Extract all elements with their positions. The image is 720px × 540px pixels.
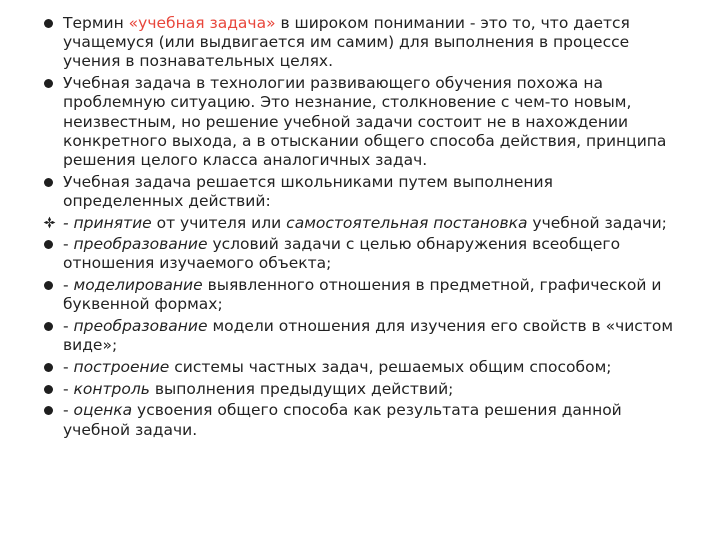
bullet-dot-icon	[44, 406, 53, 415]
list-item	[44, 358, 674, 377]
item-text: -	[63, 357, 74, 376]
italic-text: самостоятельная постановка	[286, 213, 528, 232]
list-item	[44, 380, 674, 399]
item-text: от учителя или	[151, 213, 287, 232]
italic-text: принятие	[73, 213, 152, 232]
list-item	[44, 14, 674, 72]
item-text: усвоения общего способа как результата решения данной учебной задачи.	[63, 401, 622, 439]
bullet-dot-icon	[44, 240, 53, 249]
bullet-dot-icon	[44, 363, 53, 372]
list-item	[44, 173, 674, 211]
item-text: -	[63, 276, 74, 295]
bullet-dot-icon	[44, 322, 53, 331]
item-text: учебной задачи;	[527, 213, 667, 232]
bullet-dot-icon	[44, 178, 53, 187]
term-highlight: «учебная задача»	[128, 14, 276, 32]
bullet-dot-icon	[44, 19, 53, 28]
list-item	[44, 401, 674, 439]
item-text: -	[63, 379, 74, 398]
list-item	[44, 276, 674, 314]
item-text: выполнения предыдущих действий;	[149, 379, 454, 398]
bullet-dot-icon	[44, 281, 53, 290]
item-text: условий задачи с целью обнаружения всеобщего отношения изучаемого объекта;	[63, 235, 621, 273]
italic-text: контроль	[73, 379, 150, 398]
item-text: Термин	[63, 14, 129, 32]
item-text: -	[63, 235, 74, 254]
italic-text: преобразование	[73, 317, 208, 336]
item-text: Учебная задача решается школьниками путем выполнения определенных действий:	[63, 172, 553, 210]
item-text: выявленного отношения в предметной, графической и буквенной формах;	[63, 276, 662, 314]
italic-text: построение	[73, 357, 170, 376]
bullet-dot-icon	[44, 79, 53, 88]
list-item	[44, 317, 674, 355]
list-item	[44, 214, 674, 233]
italic-text: моделирование	[73, 276, 203, 295]
item-text: Учебная задача в технологии развивающего обучения похожа на проблемную ситуацию. Это незнание, столкновение с чем-то новым, неизвестным, но решение учебной задачи состоит не в нахождении конкретного выхода, а в отыскании общего способа действия, принципа решения целого класса аналогичных задач.	[63, 74, 667, 169]
diamond-bullet-icon	[43, 216, 56, 229]
list-item	[44, 74, 674, 170]
item-text: модели отношения для изучения его свойств в «чистом виде»;	[63, 317, 674, 355]
italic-text: -	[63, 213, 74, 232]
bullet-list	[44, 14, 674, 442]
item-text: системы частных задач, решаемых общим способом;	[169, 357, 612, 376]
italic-text: преобразование	[73, 235, 208, 254]
list-item	[44, 235, 674, 273]
italic-text: оценка	[73, 401, 133, 420]
bullet-dot-icon	[44, 385, 53, 394]
item-text: -	[63, 317, 74, 336]
item-text: в широком понимании - это то, что дается учащемуся (или выдвигается им самим) для выполнения в процессе учения в познавательных целях.	[63, 14, 630, 71]
item-text: -	[63, 401, 74, 420]
